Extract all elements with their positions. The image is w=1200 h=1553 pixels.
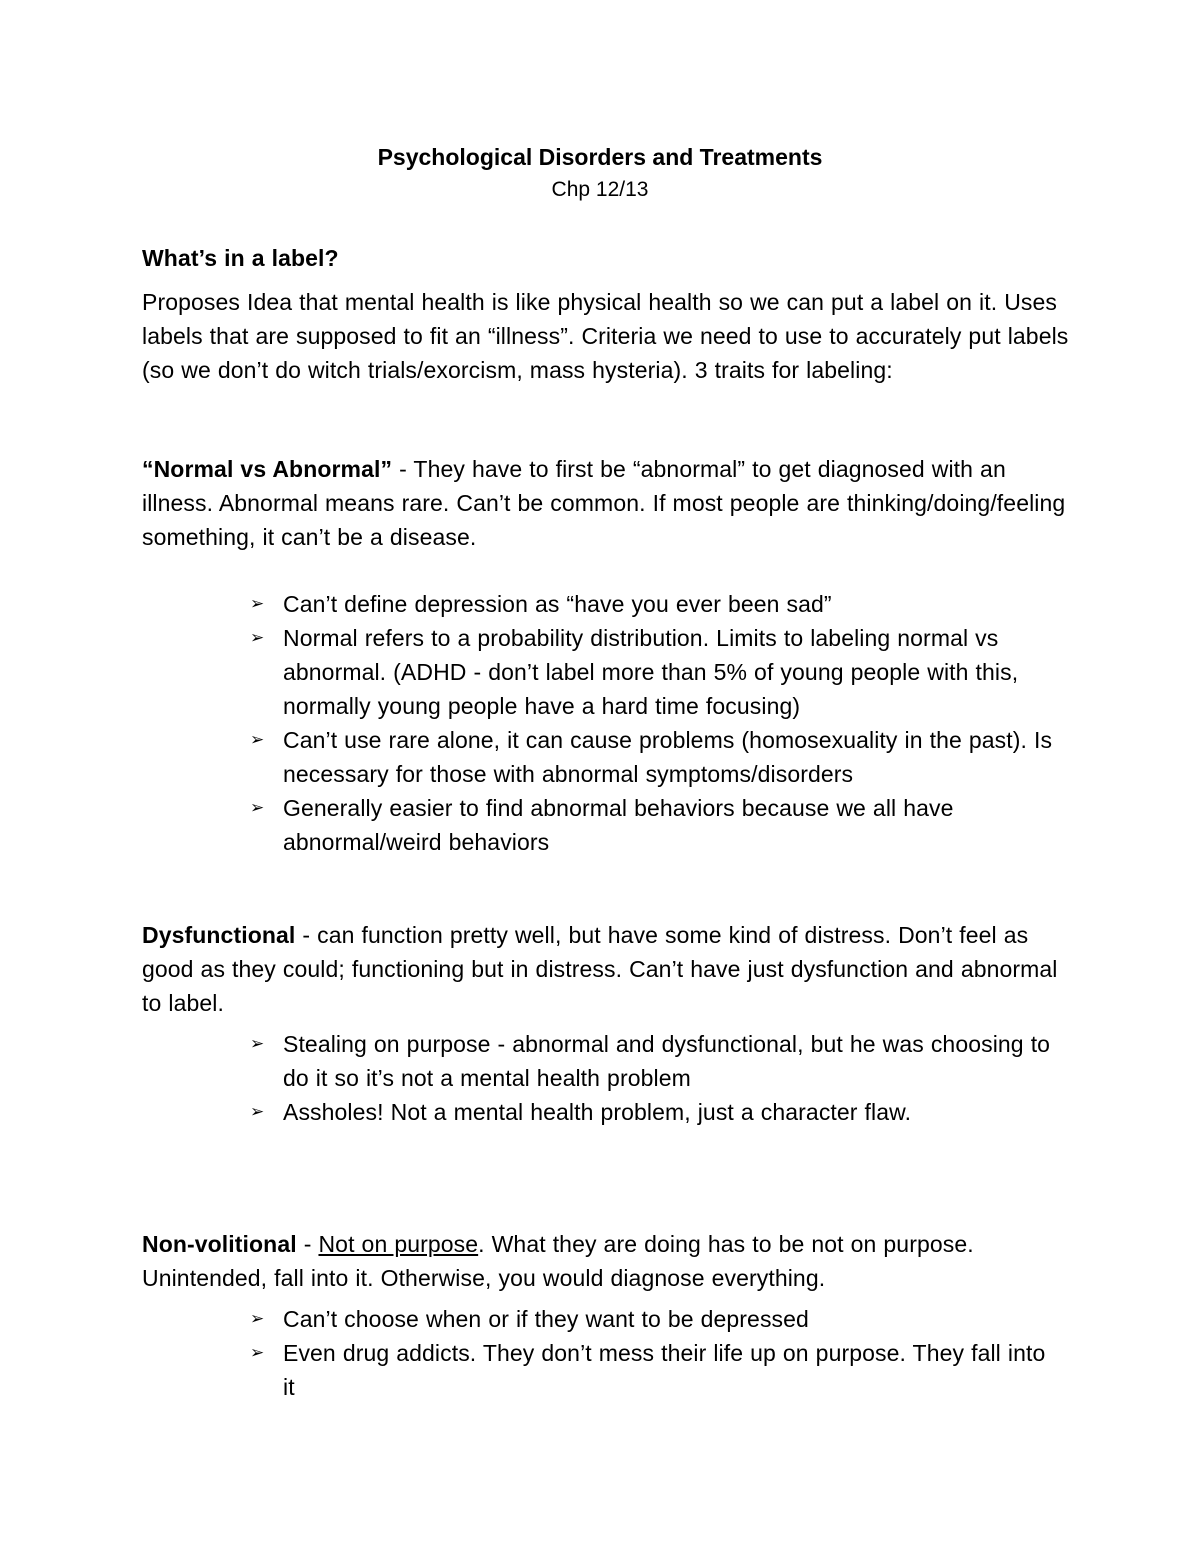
- non-volitional-text: . What they are doing has to be not on purpose. Unintended, fall into it. Otherwise, you would diagnose everything.: [142, 1231, 974, 1291]
- underlined-phrase: Not on purpose: [318, 1231, 479, 1257]
- normal-abnormal-list: [250, 587, 1060, 859]
- arrow-bullet-icon: ➢: [250, 1343, 265, 1363]
- dysfunctional-paragraph: [142, 918, 1072, 1020]
- arrow-bullet-icon: ➢: [250, 1102, 265, 1122]
- normal-abnormal-paragraph: [142, 452, 1072, 554]
- list-item: ➢ Can’t choose when or if they want to be depressed: [250, 1302, 1060, 1336]
- arrow-bullet-icon: ➢: [250, 594, 265, 614]
- list-item: ➢ Normal refers to a probability distribution. Limits to labeling normal vs abnormal. (ADHD - don’t label more than 5% of young people with this, normally young people have a hard time focusing): [250, 621, 1060, 723]
- list-item: ➢ Can’t define depression as “have you ever been sad”: [250, 587, 1060, 621]
- dysfunctional-text: - can function pretty well, but have some kind of distress. Don’t feel as good as they could; functioning but in distress. Can’t have just dysfunction and abnormal to label.: [142, 922, 1058, 1016]
- document-subtitle: Chp 12/13: [551, 178, 649, 201]
- term-normal-abnormal: “Normal vs Abnormal”: [142, 456, 393, 482]
- non-volitional-paragraph: Non-volitional - Not on purpose. What they are doing has to be not on purpose. Unintended, fall into it. Otherwise, you would diagnose everything.: [142, 1231, 974, 1291]
- list-item: ➢ Generally easier to find abnormal behaviors because we all have abnormal/weird behaviors: [250, 791, 1060, 859]
- arrow-bullet-icon: ➢: [250, 798, 265, 818]
- arrow-bullet-icon: ➢: [250, 730, 265, 750]
- non-volitional-list: [250, 1302, 1060, 1404]
- intro-paragraph: Proposes Idea that mental health is like physical health so we can put a label on it. Uses labels that are supposed to fit an “illness”. Criteria we need to use to accurately put labels (so we don’t do witch trials/exorcism, mass hysteria). 3 traits for labeling:: [142, 289, 1069, 383]
- term-non-volitional: Non-volitional: [142, 1231, 297, 1257]
- arrow-bullet-icon: ➢: [250, 1309, 265, 1329]
- section-heading: What’s in a label?: [142, 245, 339, 271]
- normal-abnormal-text: - They have to first be “abnormal” to get diagnosed with an illness. Abnormal means rare. Can’t be common. If most people are thinking/doing/feeling something, it can’t be a disease.: [142, 456, 1066, 550]
- document-title: Psychological Disorders and Treatments: [377, 144, 823, 170]
- arrow-bullet-icon: ➢: [250, 1034, 265, 1054]
- arrow-bullet-icon: ➢: [250, 628, 265, 648]
- list-item: ➢ Even drug addicts. They don’t mess their life up on purpose. They fall into it: [250, 1336, 1060, 1404]
- dysfunctional-list: [250, 1027, 1060, 1129]
- list-item: ➢ Can’t use rare alone, it can cause problems (homosexuality in the past). Is necessary for those with abnormal symptoms/disorders: [250, 723, 1060, 791]
- list-item: ➢ Assholes! Not a mental health problem, just a character flaw.: [250, 1095, 1060, 1129]
- list-item: ➢ Stealing on purpose - abnormal and dysfunctional, but he was choosing to do it so it’s not a mental health problem: [250, 1027, 1060, 1095]
- term-dysfunctional: Dysfunctional: [142, 922, 296, 948]
